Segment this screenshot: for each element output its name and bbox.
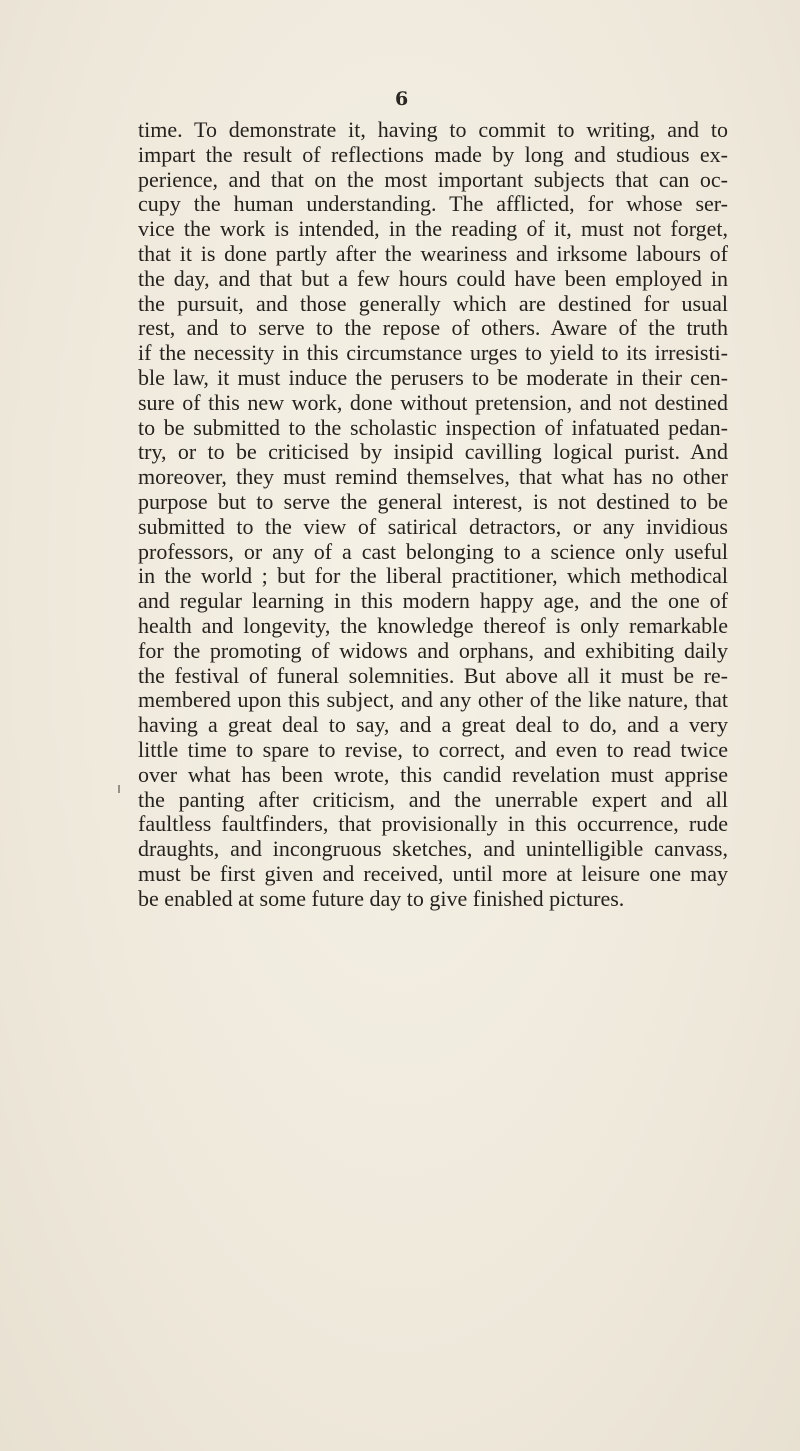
text-line: that it is done partly after the weariness and irksome labours of bbox=[138, 240, 728, 266]
page-number: 6 bbox=[395, 88, 409, 110]
text-line: cupy the human understanding. The afflicted, for whose ser- bbox=[138, 191, 728, 217]
text-line: over what has been wrote, this candid revelation must apprise bbox=[138, 761, 728, 787]
body-text bbox=[138, 118, 728, 912]
text-line: and regular learning in this modern happy age, and the one of bbox=[138, 588, 728, 614]
text-line: moreover, they must remind themselves, that what has no other bbox=[138, 464, 728, 490]
text-line: ble law, it must induce the perusers to be moderate in their cen- bbox=[138, 364, 728, 390]
text-line: if the necessity in this circumstance urges to yield to its irresisti- bbox=[138, 340, 728, 366]
text-line: the day, and that but a few hours could have been employed in bbox=[138, 265, 728, 291]
text-line: sure of this new work, done without pretension, and not destined bbox=[138, 389, 728, 415]
text-line: perience, and that on the most important subjects that can oc- bbox=[138, 166, 728, 192]
text-line: must be first given and received, until more at leisure one may bbox=[138, 860, 728, 886]
text-line: purpose but to serve the general interest, is not destined to be bbox=[138, 488, 728, 514]
margin-mark bbox=[118, 785, 120, 793]
text-line: time. To demonstrate it, having to commit to writing, and to bbox=[138, 117, 728, 142]
text-line: vice the work is intended, in the reading of it, must not forget, bbox=[138, 216, 728, 242]
text-line: try, or to be criticised by insipid cavilling logical purist. And bbox=[138, 439, 728, 465]
text-line: rest, and to serve to the repose of others. Aware of the truth bbox=[138, 315, 728, 341]
text-line: the panting after criticism, and the unerrable expert and all bbox=[138, 786, 728, 812]
text-line: health and longevity, the knowledge thereof is only remarkable bbox=[138, 612, 728, 638]
text-line: submitted to the view of satirical detractors, or any invidious bbox=[138, 513, 728, 539]
text-line: professors, or any of a cast belonging to a science only useful bbox=[138, 538, 728, 564]
text-line: be enabled at some future day to give finished pictures. bbox=[138, 885, 625, 911]
text-line: little time to spare to revise, to correct, and even to read twice bbox=[138, 736, 728, 762]
text-line: in the world ; but for the liberal practitioner, which methodical bbox=[138, 563, 728, 589]
text-line: membered upon this subject, and any other of the like nature, that bbox=[138, 687, 728, 713]
text-line: draughts, and incongruous sketches, and unintelligible canvass, bbox=[138, 836, 728, 862]
text-line: impart the result of reflections made by long and studious ex- bbox=[138, 141, 728, 167]
text-line: having a great deal to say, and a great deal to do, and a very bbox=[138, 712, 728, 738]
text-line: the festival of funeral solemnities. But above all it must be re- bbox=[138, 662, 728, 688]
text-line: for the promoting of widows and orphans, and exhibiting daily bbox=[138, 637, 728, 663]
text-line: the pursuit, and those generally which are destined for usual bbox=[138, 290, 728, 316]
text-line: faultless faultfinders, that provisionally in this occurrence, rude bbox=[138, 811, 728, 837]
text-line: to be submitted to the scholastic inspection of infatuated pedan- bbox=[138, 414, 728, 440]
